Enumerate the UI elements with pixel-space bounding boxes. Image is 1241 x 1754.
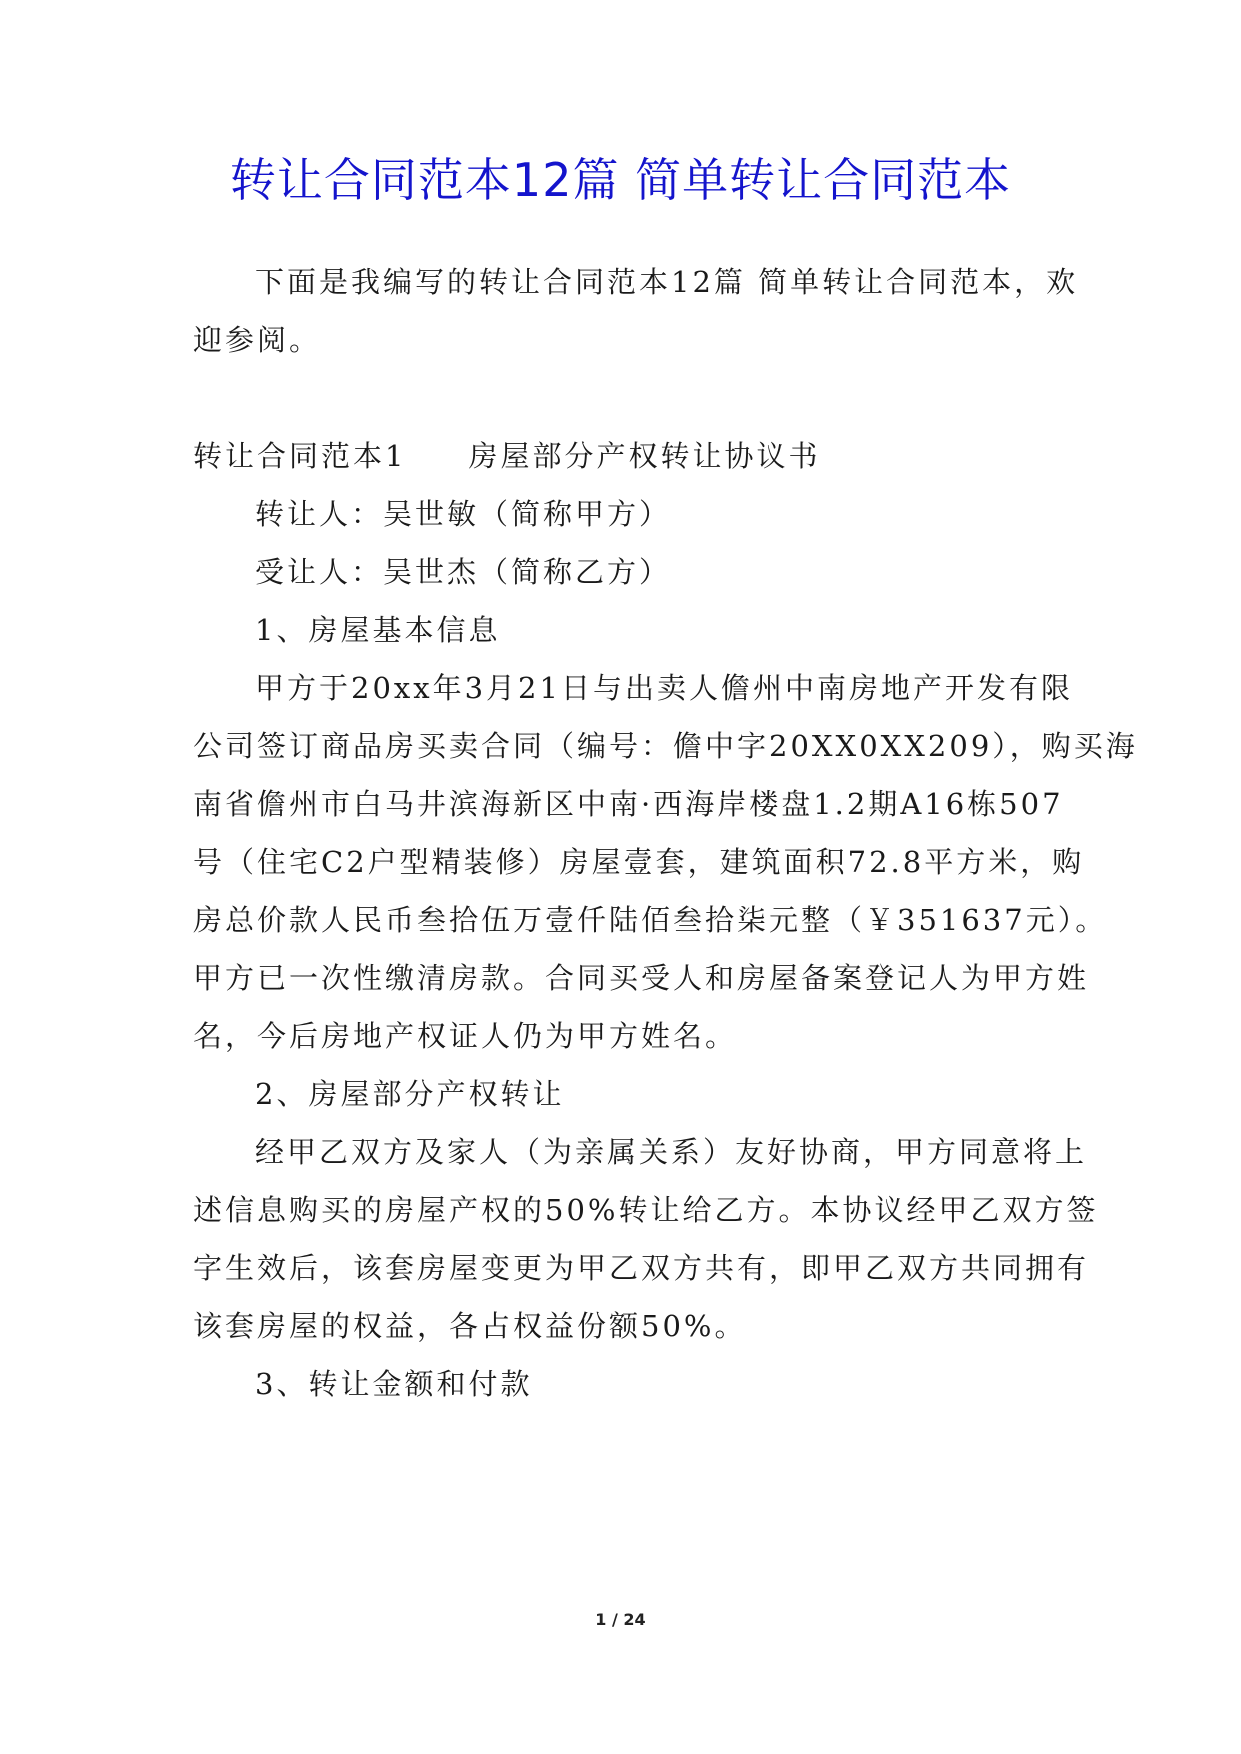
body-line: 经甲乙双方及家人（为亲属关系）友好协商，甲方同意将上 — [255, 1135, 1088, 1169]
body-line: 南省儋州市白马井滨海新区中南·西海岸楼盘1.2期A16栋507 — [193, 787, 1064, 821]
body-line: 号（住宅C2户型精装修）房屋壹套，建筑面积72.8平方米，购 — [193, 845, 1085, 879]
body-line: 房总价款人民币叁拾伍万壹仟陆佰叁拾柒元整（￥351637元）。 — [193, 903, 1108, 937]
intro-line-2: 迎参阅。 — [193, 323, 322, 357]
page-number: 1 / 24 — [595, 1610, 646, 1629]
body-line: 字生效后，该套房屋变更为甲乙双方共有，即甲乙双方共同拥有 — [193, 1251, 1090, 1285]
section-heading-left: 转让合同范本1 — [193, 439, 407, 473]
section-heading-right: 房屋部分产权转让协议书 — [468, 439, 821, 473]
body-line: 述信息购买的房屋产权的50%转让给乙方。本协议经甲乙双方签 — [193, 1193, 1099, 1227]
body-line: 3、转让金额和付款 — [255, 1367, 533, 1401]
body-line: 转让人：吴世敏（简称甲方） — [255, 497, 672, 531]
document-title: 转让合同范本12篇 简单转让合同范本 — [229, 153, 1012, 207]
intro-line-1: 下面是我编写的转让合同范本12篇 简单转让合同范本，欢 — [255, 265, 1079, 299]
body-line: 名，今后房地产权证人仍为甲方姓名。 — [193, 1019, 738, 1053]
body-line: 该套房屋的权益，各占权益份额50%。 — [193, 1309, 747, 1343]
body-line: 公司签订商品房买卖合同（编号：儋中字20XX0XX209），购买海 — [193, 729, 1138, 763]
body-line: 甲方于20xx年3月21日与出卖人儋州中南房地产开发有限 — [255, 671, 1073, 705]
body-line: 2、房屋部分产权转让 — [255, 1077, 565, 1111]
body-line: 甲方已一次性缴清房款。合同买受人和房屋备案登记人为甲方姓 — [193, 961, 1090, 995]
body-line: 1、房屋基本信息 — [255, 613, 501, 647]
section-heading — [193, 436, 820, 476]
body-line: 受让人：吴世杰（简称乙方） — [255, 555, 672, 589]
